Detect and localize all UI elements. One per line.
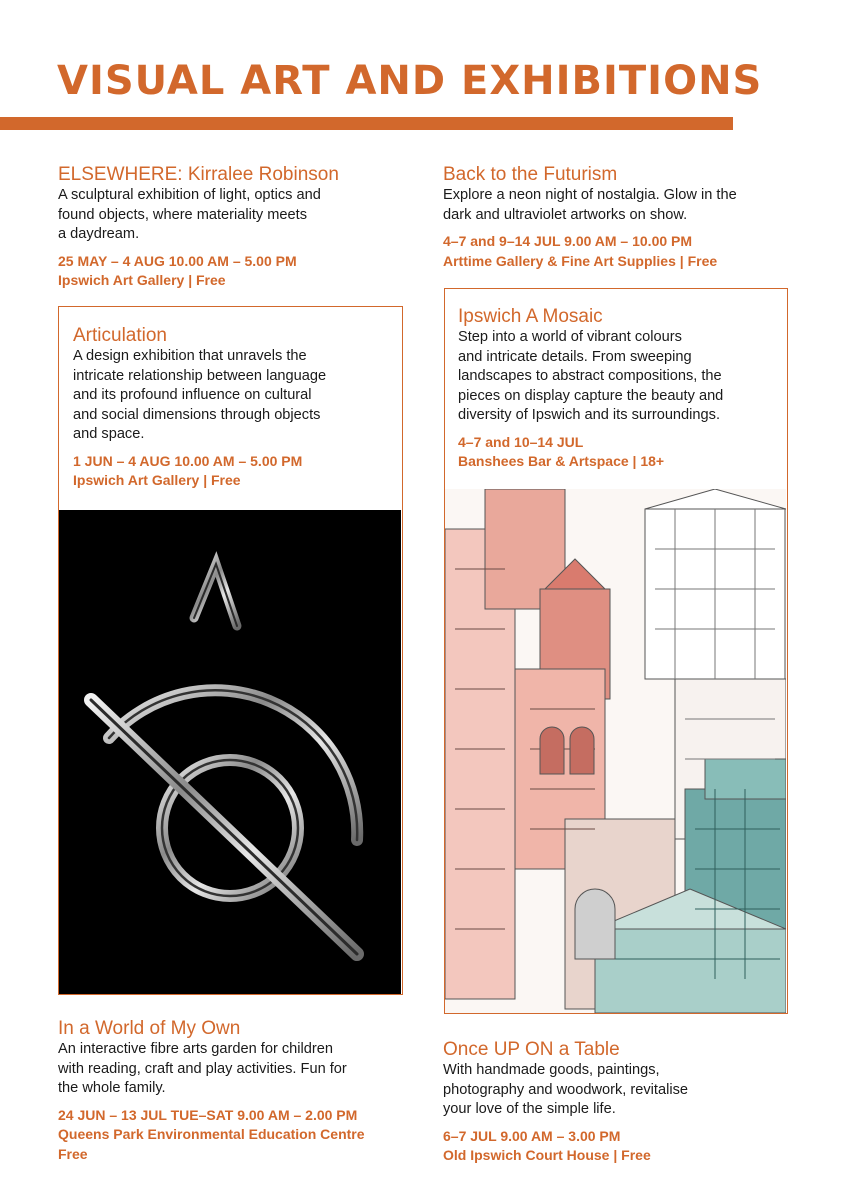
event-meta [443,232,793,271]
desc-line: A design exhibition that unravels the [73,348,307,364]
event-date: 4–7 and 9–14 JUL 9.00 AM – 10.00 PM [443,233,693,249]
event-date: 24 JUN – 13 JUL TUE–SAT 9.00 AM – 2.00 PM [58,1106,358,1123]
desc-line: and intricate details. From sweeping [458,348,692,365]
event-description [58,1040,418,1099]
event-world [58,1018,418,1164]
desc-line: intricate relationship between language [73,367,327,384]
event-title: Once UP ON a Table [443,1039,620,1060]
ipswich-buildings-sketch [445,489,786,1013]
event-mosaic [444,288,788,1014]
desc-line: An interactive fibre arts garden for children [58,1041,333,1057]
event-articulation [58,306,403,995]
desc-line: and space. [73,426,145,442]
event-description [73,347,393,445]
desc-line: with reading, craft and play activities. Fun for [58,1060,347,1077]
event-meta [443,1127,793,1166]
articulation-artwork [59,510,401,994]
event-venue: Arttime Gallery & Fine Art Supplies | Free [443,252,718,269]
event-description [443,1061,793,1120]
mosaic-artwork [445,489,786,1013]
event-title: ELSEWHERE: Kirralee Robinson [58,164,339,185]
event-table [443,1039,793,1166]
desc-line: A sculptural exhibition of light, optics and [58,187,321,203]
desc-line: Explore a neon night of nostalgia. Glow in the [443,187,737,203]
event-description [458,328,780,426]
event-futurism [443,164,793,271]
event-meta [458,433,780,472]
desc-line: found objects, where materiality meets [58,206,308,223]
desc-line: and its profound influence on cultural [73,387,312,403]
desc-line: and social dimensions through objects [73,406,321,423]
event-title: Back to the Futurism [443,164,618,185]
event-meta [58,1106,418,1165]
event-venue: Ipswich Art Gallery | Free [73,472,241,488]
event-title: Ipswich A Mosaic [458,306,603,327]
event-meta [73,452,393,491]
desc-line: With handmade goods, paintings, [443,1062,660,1078]
page-title: VISUAL ART AND EXHIBITIONS [57,58,763,104]
event-title: Articulation [73,325,167,346]
desc-line: pieces on display capture the beauty and [458,387,724,404]
desc-line: your love of the simple life. [443,1101,616,1117]
event-date: 4–7 and 10–14 JUL [458,433,584,450]
event-date: 25 MAY – 4 AUG 10.00 AM – 5.00 PM [58,252,297,269]
event-venue: Ipswich Art Gallery | Free [58,272,226,288]
desc-line: Step into a world of vibrant colours [458,329,682,345]
event-title: In a World of My Own [58,1018,241,1039]
event-description [58,186,398,245]
desc-line: the whole family. [58,1080,166,1096]
event-meta [58,252,398,291]
desc-line: landscapes to abstract compositions, the [458,368,722,384]
event-venue: Banshees Bar & Artspace | 18+ [458,453,665,469]
event-venue: Old Ipswich Court House | Free [443,1147,651,1163]
event-date: 1 JUN – 4 AUG 10.00 AM – 5.00 PM [73,452,303,469]
title-rule [0,117,733,130]
desc-line: a daydream. [58,226,140,242]
event-elsewhere [58,164,398,291]
event-price: Free [58,1145,88,1162]
desc-line: dark and ultraviolet artworks on show. [443,206,688,223]
event-date: 6–7 JUL 9.00 AM – 3.00 PM [443,1127,621,1144]
desc-line: diversity of Ipswich and its surroundings. [458,407,720,423]
chrome-glyph-artwork [59,510,401,994]
event-venue: Queens Park Environmental Education Centre [58,1126,365,1142]
event-description [443,186,793,225]
desc-line: photography and woodwork, revitalise [443,1081,688,1098]
